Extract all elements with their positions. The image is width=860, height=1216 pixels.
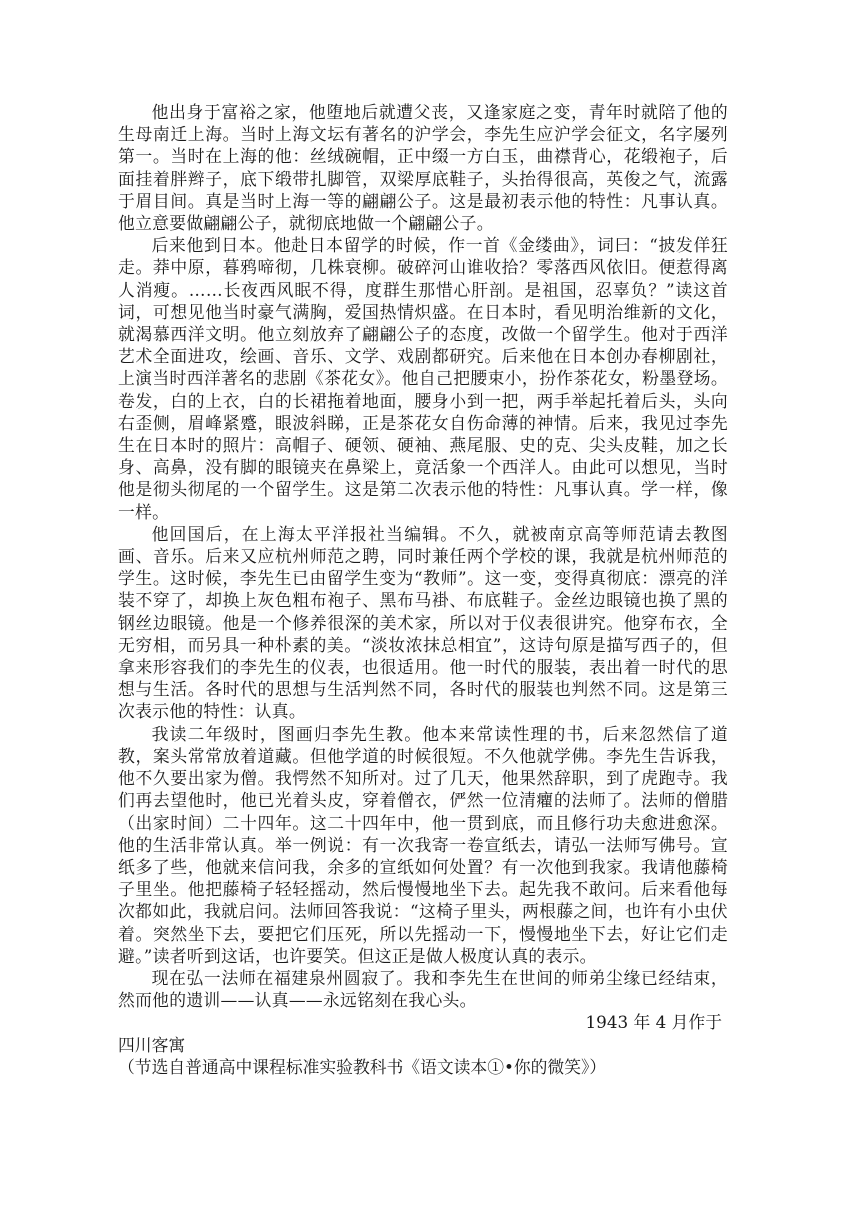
place-line: 四川客寓	[118, 1034, 186, 1055]
date-line: 1943 年 4 月作于	[585, 1012, 722, 1033]
paragraph-3: 他回国后，在上海太平洋报社当编辑。不久，就被南京高等师范请去教图画、音乐。后来又应杭州师范之聘，同时兼任两个学校的课，我就是杭州师范的学生。这时候，李先生已由留学生变为“教师”。这一变，变得真彻底：漂亮的洋装不穿了，却换上灰色粗布袍子、黑布马褂、布底鞋子。金丝边眼镜也换了黑的钢丝边眼镜。他是一个修养很深的美术家，所以对于仪表很讲究。他穿布衣，全无穷相，而另具一种朴素的美。“淡妆浓抹总相宜”，这诗句原是描写西子的，但拿来形容我们的李先生的仪表，也很适用。他一时代的服装，表出着一时代的思想与生活。各时代的思想与生活判然不同，各时代的服装也判然不同。这是第三次表示他的特性：认真。	[118, 523, 728, 722]
source-note: （节选自普通高中课程标准实验教科书《语文读本①•你的微笑》）	[118, 1056, 607, 1077]
paragraph-5: 现在弘一法师在福建泉州圆寂了。我和李先生在世间的师弟尘缘已经结束，然而他的遗训——认真——永远铭刻在我心头。	[118, 967, 728, 1011]
paragraph-4: 我读二年级时，图画归李先生教。他本来常读性理的书，后来忽然信了道教，案头常常放着道藏。但他学道的时候很短。不久他就学佛。李先生告诉我，他不久要出家为僧。我愕然不知所对。过了几天，他果然辞职，到了虎跑寺。我们再去望他时，他已光着头皮，穿着僧衣，俨然一位清癯的法师了。法师的僧腊（出家时间）二十四年。这二十四年中，他一贯到底，而且修行功夫愈进愈深。他的生活非常认真。举一例说：有一次我寄一卷宣纸去，请弘一法师写佛号。宣纸多了些，他就来信问我，余多的宣纸如何处置？有一次他到我家。我请他藤椅子里坐。他把藤椅子轻轻摇动，然后慢慢地坐下去。起先我不敢问。后来看他每次都如此，我就启问。法师回答我说：“这椅子里头，两根藤之间，也许有小虫伏着。突然坐下去，要把它们压死，所以先摇动一下，慢慢地坐下去，好让它们走避。”读者听到这话，也许要笑。但这正是做人极度认真的表示。	[118, 723, 728, 966]
paragraph-2: 后来他到日本。他赴日本留学的时候，作一首《金缕曲》，词曰：“披发佯狂走。莽中原，暮鸦啼彻，几株衰柳。破碎河山谁收拾？零落西风依旧。便惹得离人消瘦。……长夜西风眠不得，度群生那惜心肝剖。是祖国，忍辜负？”读这首词，可想见他当时豪气满胸，爱国热情炽盛。在日本时，看见明治维新的文化，就渴慕西洋文明。他立刻放弃了翩翩公子的态度，改做一个留学生。他对于西洋艺术全面进攻，绘画、音乐、文学、戏剧都研究。后来他在日本创办春柳剧社，上演当时西洋著名的悲剧《茶花女》。他自己把腰束小，扮作茶花女，粉墨登场。卷发，白的上衣，白的长裙拖着地面，腰身小到一把，两手举起托着后头，头向右歪侧，眉峰紧蹙，眼波斜睇，正是茶花女自伤命薄的神情。后来，我见过李先生在日本时的照片：高帽子、硬领、硬袖、燕尾服、史的克、尖头皮鞋，加之长身、高鼻，没有脚的眼镜夹在鼻梁上，竟活象一个西洋人。由此可以想见，当时他是彻头彻尾的一个留学生。这是第二次表示他的特性：凡事认真。学一样，像一样。	[118, 235, 728, 522]
paragraph-1: 他出身于富裕之家，他堕地后就遭父丧，又逢家庭之变，青年时就陪了他的生母南迁上海。当时上海文坛有著名的沪学会，李先生应沪学会征文，名字屡列第一。当时在上海的他：丝绒碗帽，正中缀一方白玉，曲襟背心，花缎袍子，后面挂着胖辫子，底下缎带扎脚管，双梁厚底鞋子，头抬得很高，英俊之气，流露于眉目间。真是当时上海一等的翩翩公子。这是最初表示他的特性：凡事认真。他立意要做翩翩公子，就彻底地做一个翩翩公子。	[118, 102, 728, 234]
article-body	[118, 101, 728, 1078]
